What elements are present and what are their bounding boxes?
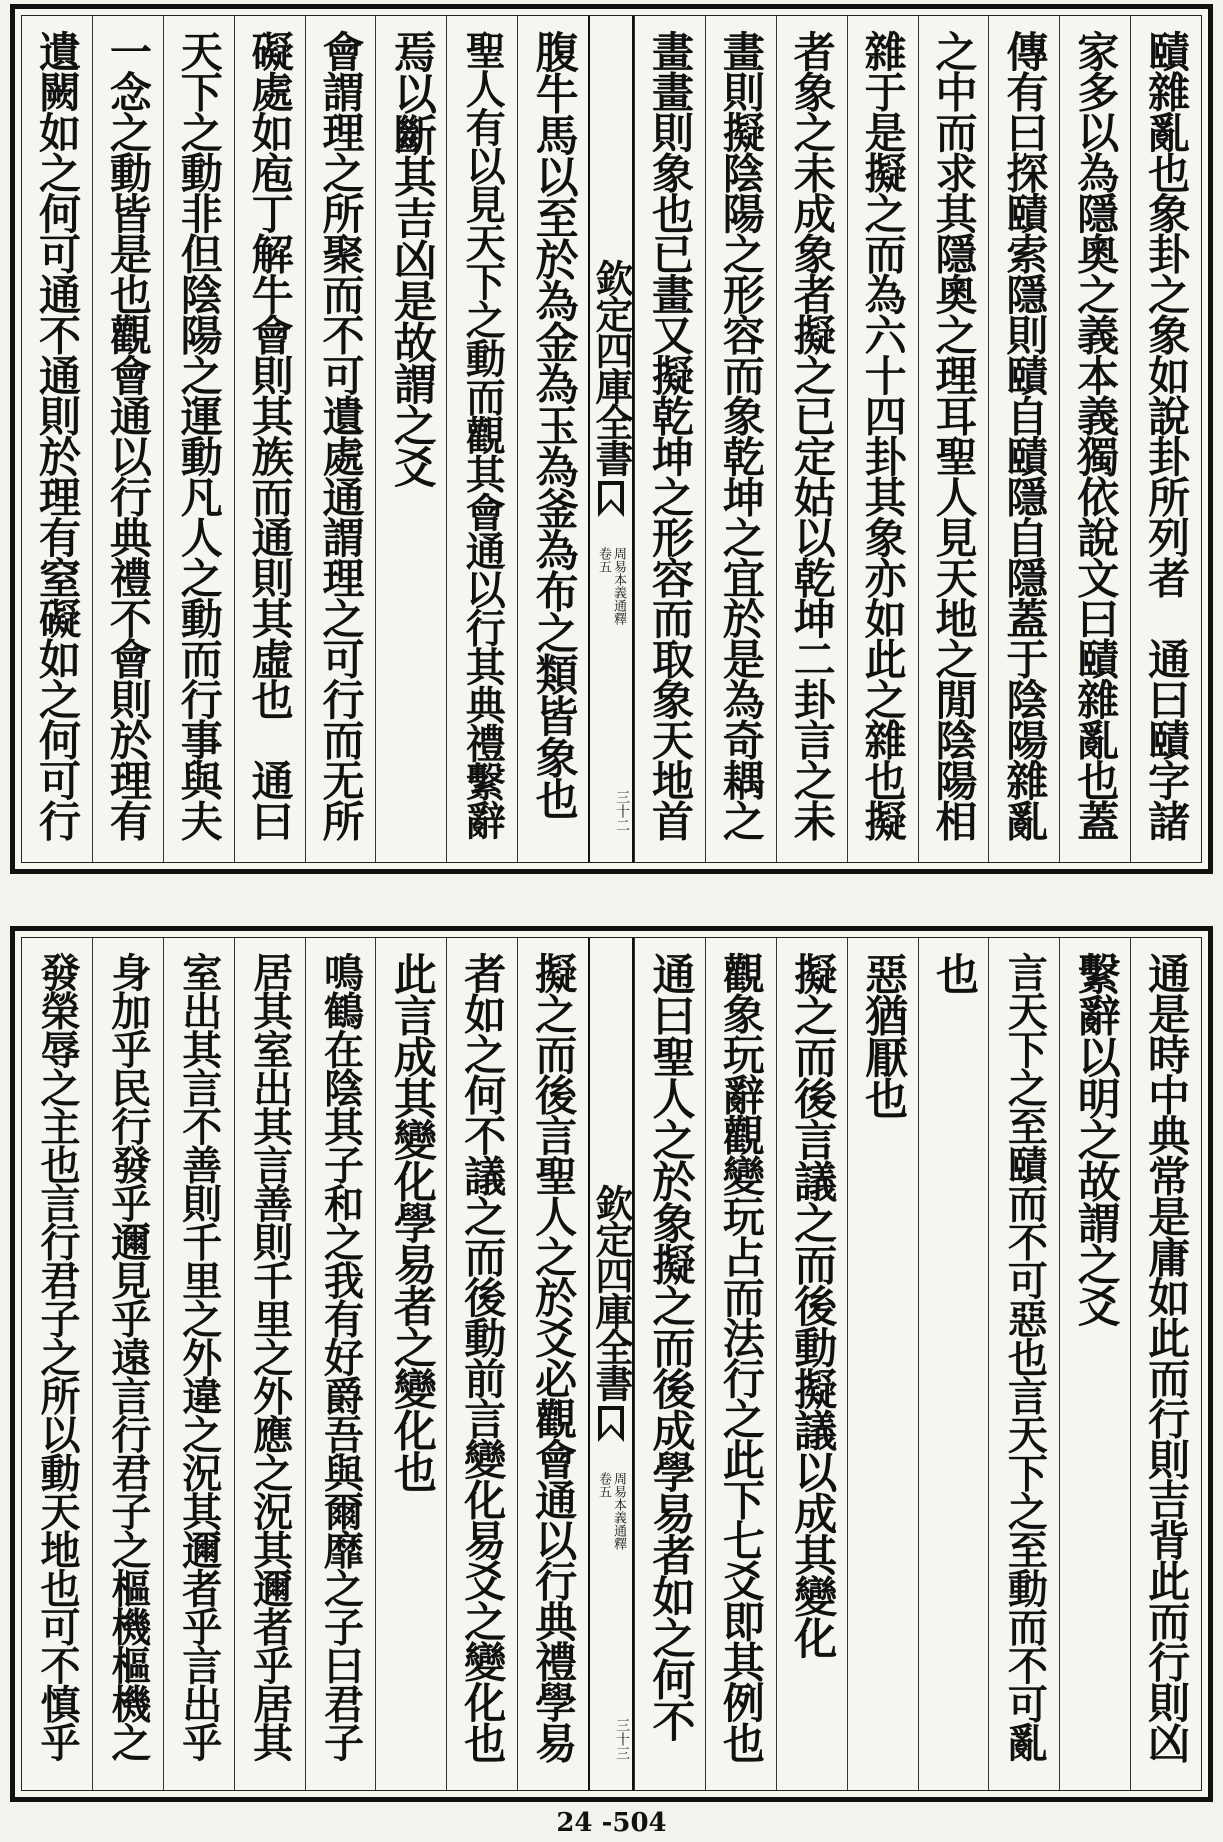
text-column: 繫辭以明之故謂之爻 xyxy=(1059,938,1130,1790)
center-fold xyxy=(588,16,634,862)
text-column: 聖人有以見天下之動而觀其會通以行其典禮繫辭 xyxy=(446,16,517,862)
book-title: 欽定四庫全書 xyxy=(589,1184,634,1400)
text-column: 觀象玩辭觀變玩占而法行之此下七爻即其例也 xyxy=(705,938,776,1790)
text-column: 通曰聖人之於象擬之而後成學易者如之何不 xyxy=(634,938,705,1790)
text-column: 身加乎民行發乎邇見乎遠言行君子之樞機樞機之 xyxy=(92,938,163,1790)
text-column: 雜于是擬之而為六十四卦其象亦如此之雜也擬 xyxy=(847,16,918,862)
fishtail-mark-icon xyxy=(596,1406,626,1442)
text-column: 畫畫則象也已畫又擬乾坤之形容而取象天地首 xyxy=(634,16,705,862)
text-column: 擬之而後言議之而後動擬議以成其變化 xyxy=(776,938,847,1790)
section-info xyxy=(597,547,625,625)
text-column: 惡猶厭也 xyxy=(847,938,918,1790)
text-column: 腹牛馬以至於為金為玉為釜為布之類皆象也 xyxy=(517,16,588,862)
text-column: 也 xyxy=(918,938,989,1790)
text-column: 一念之動皆是也觀會通以行典禮不會則於理有 xyxy=(92,16,163,862)
book-title: 欽定四庫全書 xyxy=(589,259,634,475)
text-column: 天下之動非但陰陽之運動凡人之動而行事與夫 xyxy=(163,16,234,862)
juan-label: 卷五 xyxy=(596,547,611,573)
text-column: 家多以為隱奧之義本義獨依說文曰賾雜亂也蓋 xyxy=(1059,16,1130,862)
folio-number: 三十三 xyxy=(614,1718,630,1760)
text-column: 者如之何不議之而後動前言變化易爻之變化也 xyxy=(446,938,517,1790)
text-column: 言天下之至賾而不可惡也言天下之至動而不可亂 xyxy=(988,938,1059,1790)
text-column: 鳴鶴在陰其子和之我有好爵吾與爾靡之子曰君子 xyxy=(305,938,376,1790)
section-info xyxy=(597,1472,625,1550)
text-column: 會謂理之所聚而不可遺處通謂理之可行而无所 xyxy=(305,16,376,862)
center-fold xyxy=(588,938,634,1790)
fishtail-mark-icon xyxy=(596,481,626,517)
text-column: 畫則擬陰陽之形容而象乾坤之宜於是為奇耦之 xyxy=(705,16,776,862)
text-column: 焉以斷其吉凶是故謂之爻 xyxy=(375,16,446,862)
top-page-columns xyxy=(21,15,1202,863)
top-page xyxy=(10,4,1213,874)
juan-label: 卷五 xyxy=(596,1472,611,1498)
text-column: 室出其言不善則千里之外違之況其邇者乎言出乎 xyxy=(163,938,234,1790)
text-column: 居其室出其言善則千里之外應之況其邇者乎居其 xyxy=(234,938,305,1790)
text-column: 發榮辱之主也言行君子之所以動天地也可不慎乎 xyxy=(33,952,81,1761)
work-title: 周易本義通釋 xyxy=(611,1472,626,1550)
text-column: 傳有曰探賾索隱則賾自賾隱自隱蓋于陰陽雜亂 xyxy=(988,16,1059,862)
text-column: 擬之而後言聖人之於爻必觀會通以行典禮學易 xyxy=(517,938,588,1790)
text-column: 礙處如庖丁解牛會則其族而通則其虛也 通曰 xyxy=(234,16,305,862)
text-column: 此言成其變化學易者之變化也 xyxy=(375,938,446,1790)
bottom-page xyxy=(10,926,1213,1802)
bottom-page-columns xyxy=(21,937,1202,1791)
text-column: 賾雜亂也象卦之象如說卦所列者 通曰賾字諸 xyxy=(1130,16,1201,862)
work-title: 周易本義通釋 xyxy=(611,547,626,625)
text-column: 通是時中典常是庸如此而行則吉背此而行則凶 xyxy=(1130,938,1201,1790)
folio-number: 三十二 xyxy=(614,790,630,832)
text-column: 者象之未成象者擬之已定姑以乾坤二卦言之未 xyxy=(776,16,847,862)
page-footer-number: 24 -504 xyxy=(556,1808,667,1838)
text-column: 之中而求其隱奧之理耳聖人見天地之閒陰陽相 xyxy=(918,16,989,862)
text-column: 遺闕如之何可通不通則於理有窒礙如之何可行 xyxy=(32,30,82,840)
